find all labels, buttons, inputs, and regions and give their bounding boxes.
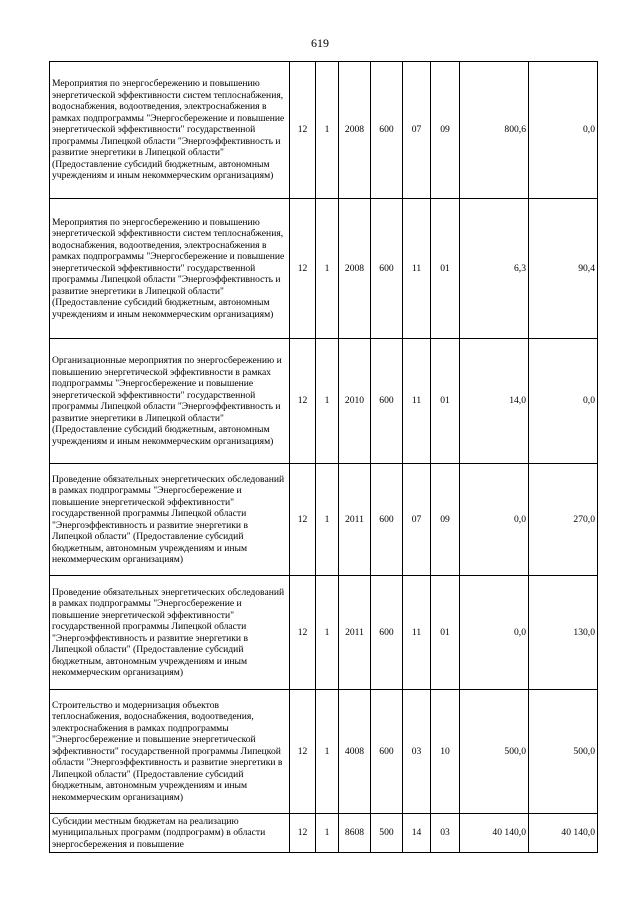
- amount-year-2: 40 140,0: [529, 814, 598, 853]
- col-ministry: 12: [290, 464, 316, 576]
- col-ministry: 12: [290, 690, 316, 814]
- row-description: Проведение обязательных энергетических обследований в рамках подпрограммы "Энергосбережение и повышение энергетической эффективности" государственной программы Липецкой области "Энергоэффективность и развитие энергетики в Липецкой области" (Предоставление субсидий бюджетным, автономным учреждениям и иным некоммерческим организациям): [50, 464, 290, 576]
- col-ministry: 12: [290, 199, 316, 339]
- col-ministry: 12: [290, 576, 316, 690]
- amount-year-1: 800,6: [460, 62, 529, 199]
- page-number: 619: [311, 36, 329, 50]
- col-subsection: 01: [431, 339, 460, 464]
- row-description: Проведение обязательных энергетических обследований в рамках подпрограммы "Энергосбережение и повышение энергетической эффективности" государственной программы Липецкой области "Энергоэффективность и развитие энергетики в Липецкой области" (Предоставление субсидий бюджетным, автономным учреждениям и иным некоммерческим организациям): [50, 576, 290, 690]
- col-subprogram: 1: [316, 62, 339, 199]
- col-subprogram: 1: [316, 576, 339, 690]
- col-expense-type: 600: [371, 62, 403, 199]
- amount-year-1: 0,0: [460, 464, 529, 576]
- col-expense-type: 500: [371, 814, 403, 853]
- col-target-article: 2010: [339, 339, 371, 464]
- row-description: Организационные мероприятия по энергосбережению и повышению энергетической эффективности в рамках подпрограммы "Энергосбережение и повышение энергетической эффективности" государственной программы Липецкой области "Энергоэффективность и развитие энергетики в Липецкой области" (Предоставление субсидий бюджетным, автономным учреждениям и иным некоммерческим организациям): [50, 339, 290, 464]
- col-expense-type: 600: [371, 339, 403, 464]
- col-subprogram: 1: [316, 199, 339, 339]
- amount-year-2: 0,0: [529, 62, 598, 199]
- col-expense-type: 600: [371, 576, 403, 690]
- amount-year-1: 500,0: [460, 690, 529, 814]
- amount-year-1: 14,0: [460, 339, 529, 464]
- col-subprogram: 1: [316, 464, 339, 576]
- col-expense-type: 600: [371, 199, 403, 339]
- col-target-article: 2008: [339, 199, 371, 339]
- col-expense-type: 600: [371, 464, 403, 576]
- amount-year-1: 6,3: [460, 199, 529, 339]
- amount-year-2: 270,0: [529, 464, 598, 576]
- table-row: [50, 464, 598, 576]
- table-row: [50, 814, 598, 853]
- row-description: Мероприятия по энергосбережению и повышению энергетической эффективности систем теплоснабжения, водоснабжения, водоотведения, электроснабжения в рамках подпрограммы "Энергосбережение и повышение энергетической эффективности" государственной программы Липецкой области "Энергоэффективность и развитие энергетики в Липецкой области" (Предоставление субсидий бюджетным, автономным учреждениям и иным некоммерческим организациям): [50, 62, 290, 199]
- col-subprogram: 1: [316, 690, 339, 814]
- col-target-article: 8608: [339, 814, 371, 853]
- amount-year-2: 90,4: [529, 199, 598, 339]
- col-section: 11: [403, 339, 431, 464]
- col-ministry: 12: [290, 339, 316, 464]
- col-section: 07: [403, 464, 431, 576]
- budget-table: [49, 61, 598, 853]
- col-target-article: 2011: [339, 576, 371, 690]
- amount-year-2: 500,0: [529, 690, 598, 814]
- col-subsection: 03: [431, 814, 460, 853]
- table-row: [50, 576, 598, 690]
- col-section: 11: [403, 199, 431, 339]
- col-section: 07: [403, 62, 431, 199]
- amount-year-1: 40 140,0: [460, 814, 529, 853]
- col-subprogram: 1: [316, 339, 339, 464]
- col-subsection: 09: [431, 464, 460, 576]
- amount-year-2: 130,0: [529, 576, 598, 690]
- table-row: [50, 339, 598, 464]
- col-subsection: 01: [431, 576, 460, 690]
- col-section: 14: [403, 814, 431, 853]
- row-description: Строительство и модернизация объектов теплоснабжения, водоснабжения, водоотведения, электроснабжения в рамках подпрограммы "Энергосбережение и повышение энергетической эффективности" государственной программы Липецкой области "Энергоэффективность и развитие энергетики в Липецкой области" (Предоставление субсидий бюджетным, автономным учреждениям и иным некоммерческим организациям): [50, 690, 290, 814]
- col-subsection: 01: [431, 199, 460, 339]
- row-description: Мероприятия по энергосбережению и повышению энергетической эффективности систем теплоснабжения, водоснабжения, водоотведения, электроснабжения в рамках подпрограммы "Энергосбережение и повышение энергетической эффективности" государственной программы Липецкой области "Энергоэффективность и развитие энергетики в Липецкой области" (Предоставление субсидий бюджетным, автономным учреждениям и иным некоммерческим организациям): [50, 199, 290, 339]
- amount-year-2: 0,0: [529, 339, 598, 464]
- col-subsection: 10: [431, 690, 460, 814]
- col-target-article: 4008: [339, 690, 371, 814]
- col-target-article: 2008: [339, 62, 371, 199]
- col-target-article: 2011: [339, 464, 371, 576]
- amount-year-1: 0,0: [460, 576, 529, 690]
- table-row: [50, 199, 598, 339]
- col-subprogram: 1: [316, 814, 339, 853]
- col-ministry: 12: [290, 814, 316, 853]
- table-row: [50, 62, 598, 199]
- col-ministry: 12: [290, 62, 316, 199]
- col-subsection: 09: [431, 62, 460, 199]
- table-row: [50, 690, 598, 814]
- col-expense-type: 600: [371, 690, 403, 814]
- col-section: 03: [403, 690, 431, 814]
- col-section: 11: [403, 576, 431, 690]
- row-description: Субсидии местным бюджетам на реализацию муниципальных программ (подпрограмм) в области энергосбережения и повышение: [50, 814, 290, 853]
